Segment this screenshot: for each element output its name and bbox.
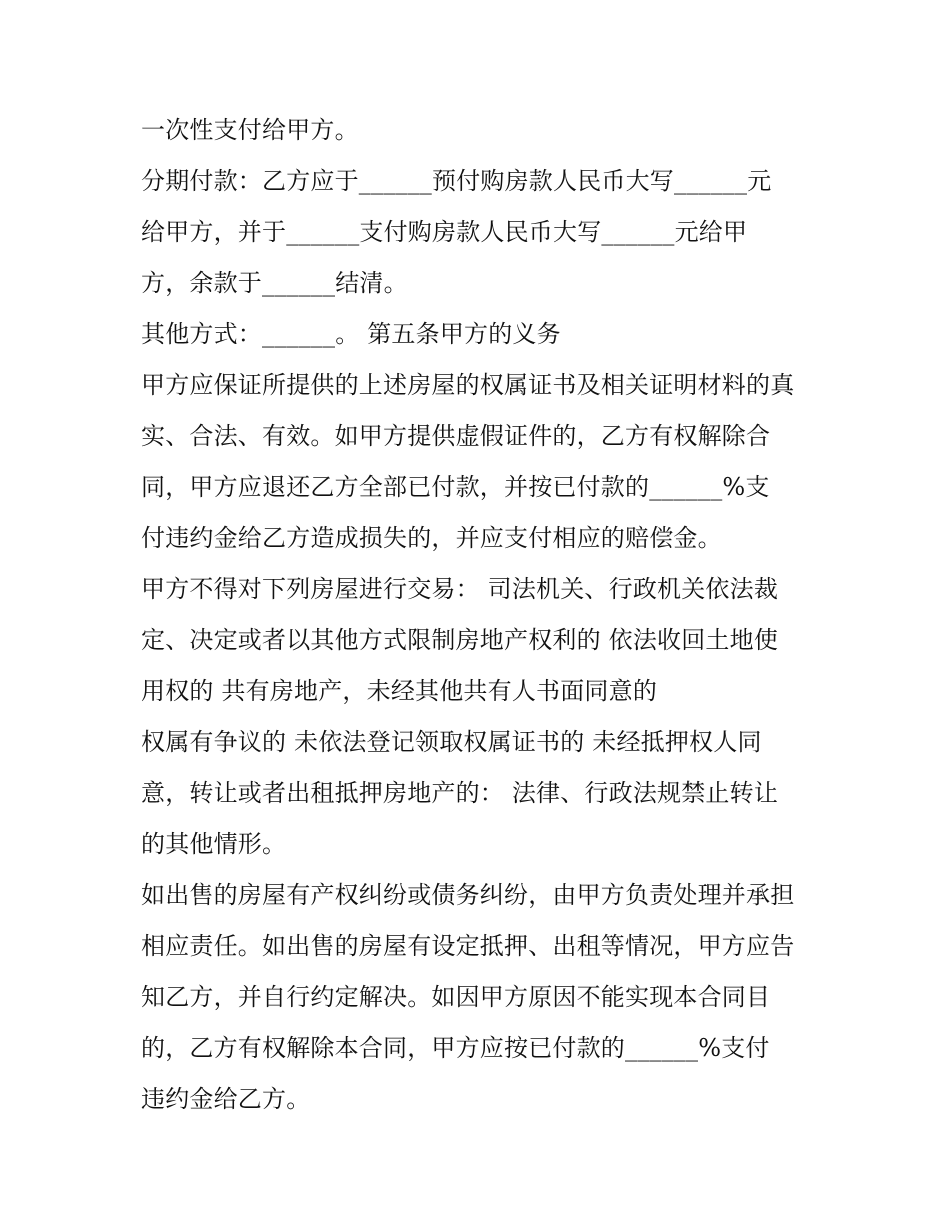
text-line: 甲方应保证所提供的上述房屋的权属证书及相关证明材料的真 xyxy=(141,371,795,399)
text-line: 同，甲方应退还乙方全部已付款，并按已付款的______%支 xyxy=(141,473,770,501)
text-line: 用权的 共有房地产，未经其他共有人书面同意的 xyxy=(141,677,658,705)
text-line: 定、决定或者以其他方式限制房地产权利的 依法收回土地使 xyxy=(141,626,779,654)
document-body xyxy=(141,105,821,1125)
text-line: 方，余款于______结清。 xyxy=(141,269,408,297)
text-line: 的其他情形。 xyxy=(141,830,287,858)
text-line: 相应责任。如出售的房屋有设定抵押、出租等情况，甲方应告 xyxy=(141,932,795,960)
text-line: 一次性支付给甲方。 xyxy=(141,116,359,144)
text-line: 如出售的房屋有产权纠纷或债务纠纷，由甲方负责处理并承担 xyxy=(141,881,795,909)
text-line: 权属有争议的 未依法登记领取权属证书的 未经抵押权人同 xyxy=(141,728,762,756)
text-line: 分期付款：乙方应于______预付购房款人民币大写______元 xyxy=(141,167,772,195)
text-line: 知乙方，并自行约定解决。如因甲方原因不能实现本合同目 xyxy=(141,983,771,1011)
text-line: 的，乙方有权解除本合同，甲方应按已付款的______%支付 xyxy=(141,1034,770,1062)
text-line: 意，转让或者出租抵押房地产的： 法律、行政法规禁止转让 xyxy=(141,779,779,807)
text-line: 违约金给乙方。 xyxy=(141,1085,311,1113)
text-line: 其他方式：______。 第五条甲方的义务 xyxy=(141,320,561,348)
text-line: 实、合法、有效。如甲方提供虚假证件的，乙方有权解除合 xyxy=(141,422,771,450)
text-line: 给甲方，并于______支付购房款人民币大写______元给甲 xyxy=(141,218,748,246)
text-line: 甲方不得对下列房屋进行交易： 司法机关、行政机关依法裁 xyxy=(141,575,779,603)
text-line: 付违约金给乙方造成损失的，并应支付相应的赔偿金。 xyxy=(141,524,722,552)
